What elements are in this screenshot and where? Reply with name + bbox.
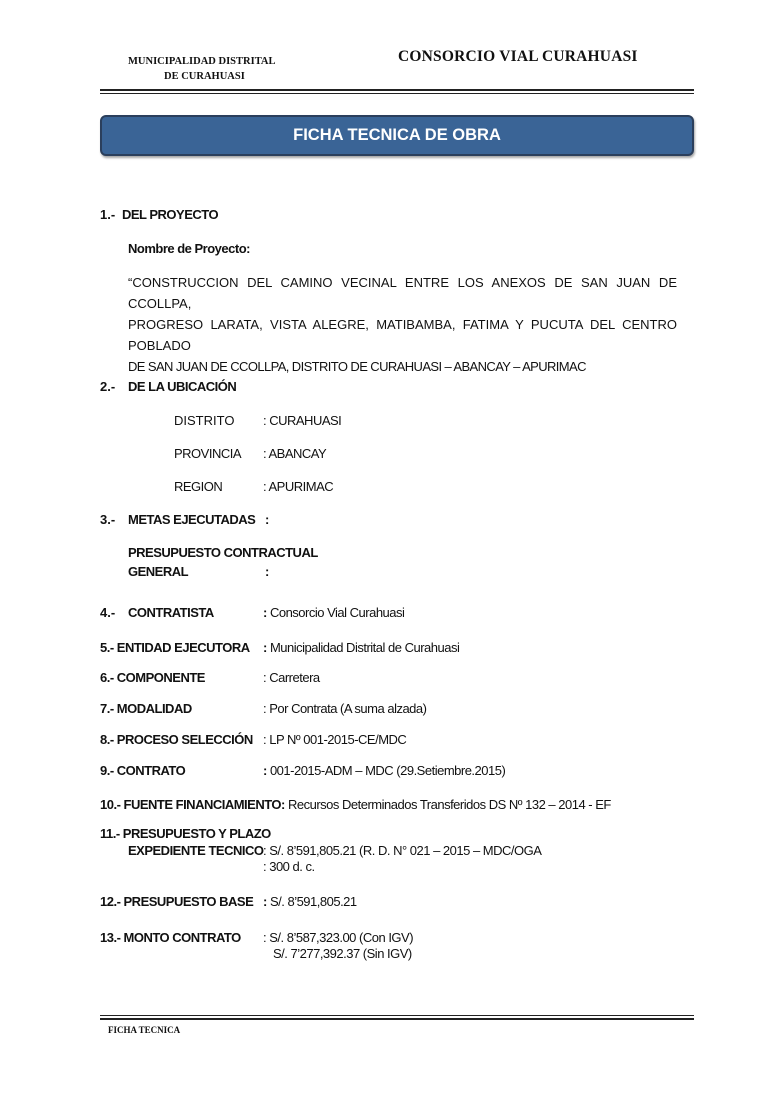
contractor-value [263,604,404,621]
location-key-province: PROVINCIA [174,446,242,461]
contract-budget-label-line2: GENERAL [128,564,189,579]
contract-amount-without-igv: S/. 7’277,392.37 (Sin IGV) [273,946,412,961]
contract-amount-with-igv: : S/. 8’587,323.00 (Con IGV) [263,930,414,945]
project-name-line: DE SAN JUAN DE CCOLLPA, DISTRITO DE CURAHUASI – ABANCAY – APURIMAC [128,359,586,374]
header-municipality-line1: MUNICIPALIDAD DISTRITAL [128,56,276,67]
contract-colon: : [263,763,267,778]
contract-number: 001-2015-ADM – MDC (29.Setiembre.2015) [266,763,506,778]
project-name-line: PROGRESO LARATA, VISTA ALEGRE, MATIBAMBA, FATIMA Y PUCUTA DEL CENTRO POBLADO [128,317,677,353]
base-budget-value [263,893,357,910]
section-5-label: 5.- ENTIDAD EJECUTORA [100,640,250,655]
location-value-district: : CURAHUASI [263,413,342,428]
contract-budget-colon: : [265,564,270,579]
executing-entity-value [263,639,459,656]
section-3-number: 3.- [100,512,116,527]
technical-file-label: EXPEDIENTE TECNICO [128,843,264,858]
header-municipality-line2: DE CURAHUASI [164,71,245,82]
contractor-name: Consorcio Vial Curahuasi [266,605,405,620]
section-7-label: 7.- MODALIDAD [100,701,192,716]
location-key-region: REGION [174,479,223,494]
section-3-colon: : [265,512,270,527]
section-12-label: 12.- PRESUPUESTO BASE [100,894,254,909]
header-rule-thin [100,93,694,94]
section-4-number: 4.- [100,605,116,620]
contract-value [263,762,505,779]
section-1-label: DEL PROYECTO [122,207,219,222]
executing-entity-name: Municipalidad Distrital de Curahuasi [266,640,460,655]
contract-budget-label-line1: PRESUPUESTO CONTRACTUAL [128,545,318,560]
header-rule-thick [100,89,694,91]
footer-label: FICHA TECNICA [108,1025,181,1035]
section-1-number: 1.- [100,207,116,222]
section-2-number: 2.- [100,379,116,394]
section-6-label: 6.- COMPONENTE [100,670,205,685]
section-3-label: METAS EJECUTADAS [128,512,256,527]
technical-file-term: : 300 d. c. [263,859,315,874]
project-name-text [128,272,677,377]
modality-value: : Por Contrata (A suma alzada) [263,701,427,716]
base-budget-colon: : [263,894,267,909]
location-value-region: : APURIMAC [263,479,334,494]
executing-entity-colon: : [263,640,267,655]
project-name-label: Nombre de Proyecto: [128,241,250,256]
technical-file-budget: : S/. 8’591,805.21 (R. D. N° 021 – 2015 – MDC/OGA [263,843,542,858]
component-value: : Carretera [263,670,320,685]
section-2-label: DE LA UBICACIÓN [128,379,237,394]
banner-title: FICHA TECNICA DE OBRA [100,115,694,156]
location-value-province: : ABANCAY [263,446,327,461]
section-10-label: 10.- FUENTE FINANCIAMIENTO: [100,797,285,812]
footer-rule-thick [100,1018,694,1020]
section-9-label: 9.- CONTRATO [100,763,186,778]
header-consortium: CONSORCIO VIAL CURAHUASI [398,48,638,65]
location-key-district: DISTRITO [174,413,235,428]
footer-rule-thin [100,1015,694,1016]
contractor-colon: : [263,605,267,620]
base-budget-amount: S/. 8’591,805.21 [266,894,357,909]
header-municipality [128,54,328,84]
section-13-label: 13.- MONTO CONTRATO [100,930,241,945]
selection-process-value: : LP Nº 001-2015-CE/MDC [263,732,407,747]
project-name-line: “CONSTRUCCION DEL CAMINO VECINAL ENTRE LOS ANEXOS DE SAN JUAN DE CCOLLPA, [128,275,677,311]
section-8-label: 8.- PROCESO SELECCIÓN [100,732,253,747]
section-10-row [100,796,611,813]
section-4-label: CONTRATISTA [128,605,214,620]
funding-source-value: Recursos Determinados Transferidos DS Nº 132 – 2014 - EF [284,797,611,812]
section-11-label: 11.- PRESUPUESTO Y PLAZO [100,826,271,841]
